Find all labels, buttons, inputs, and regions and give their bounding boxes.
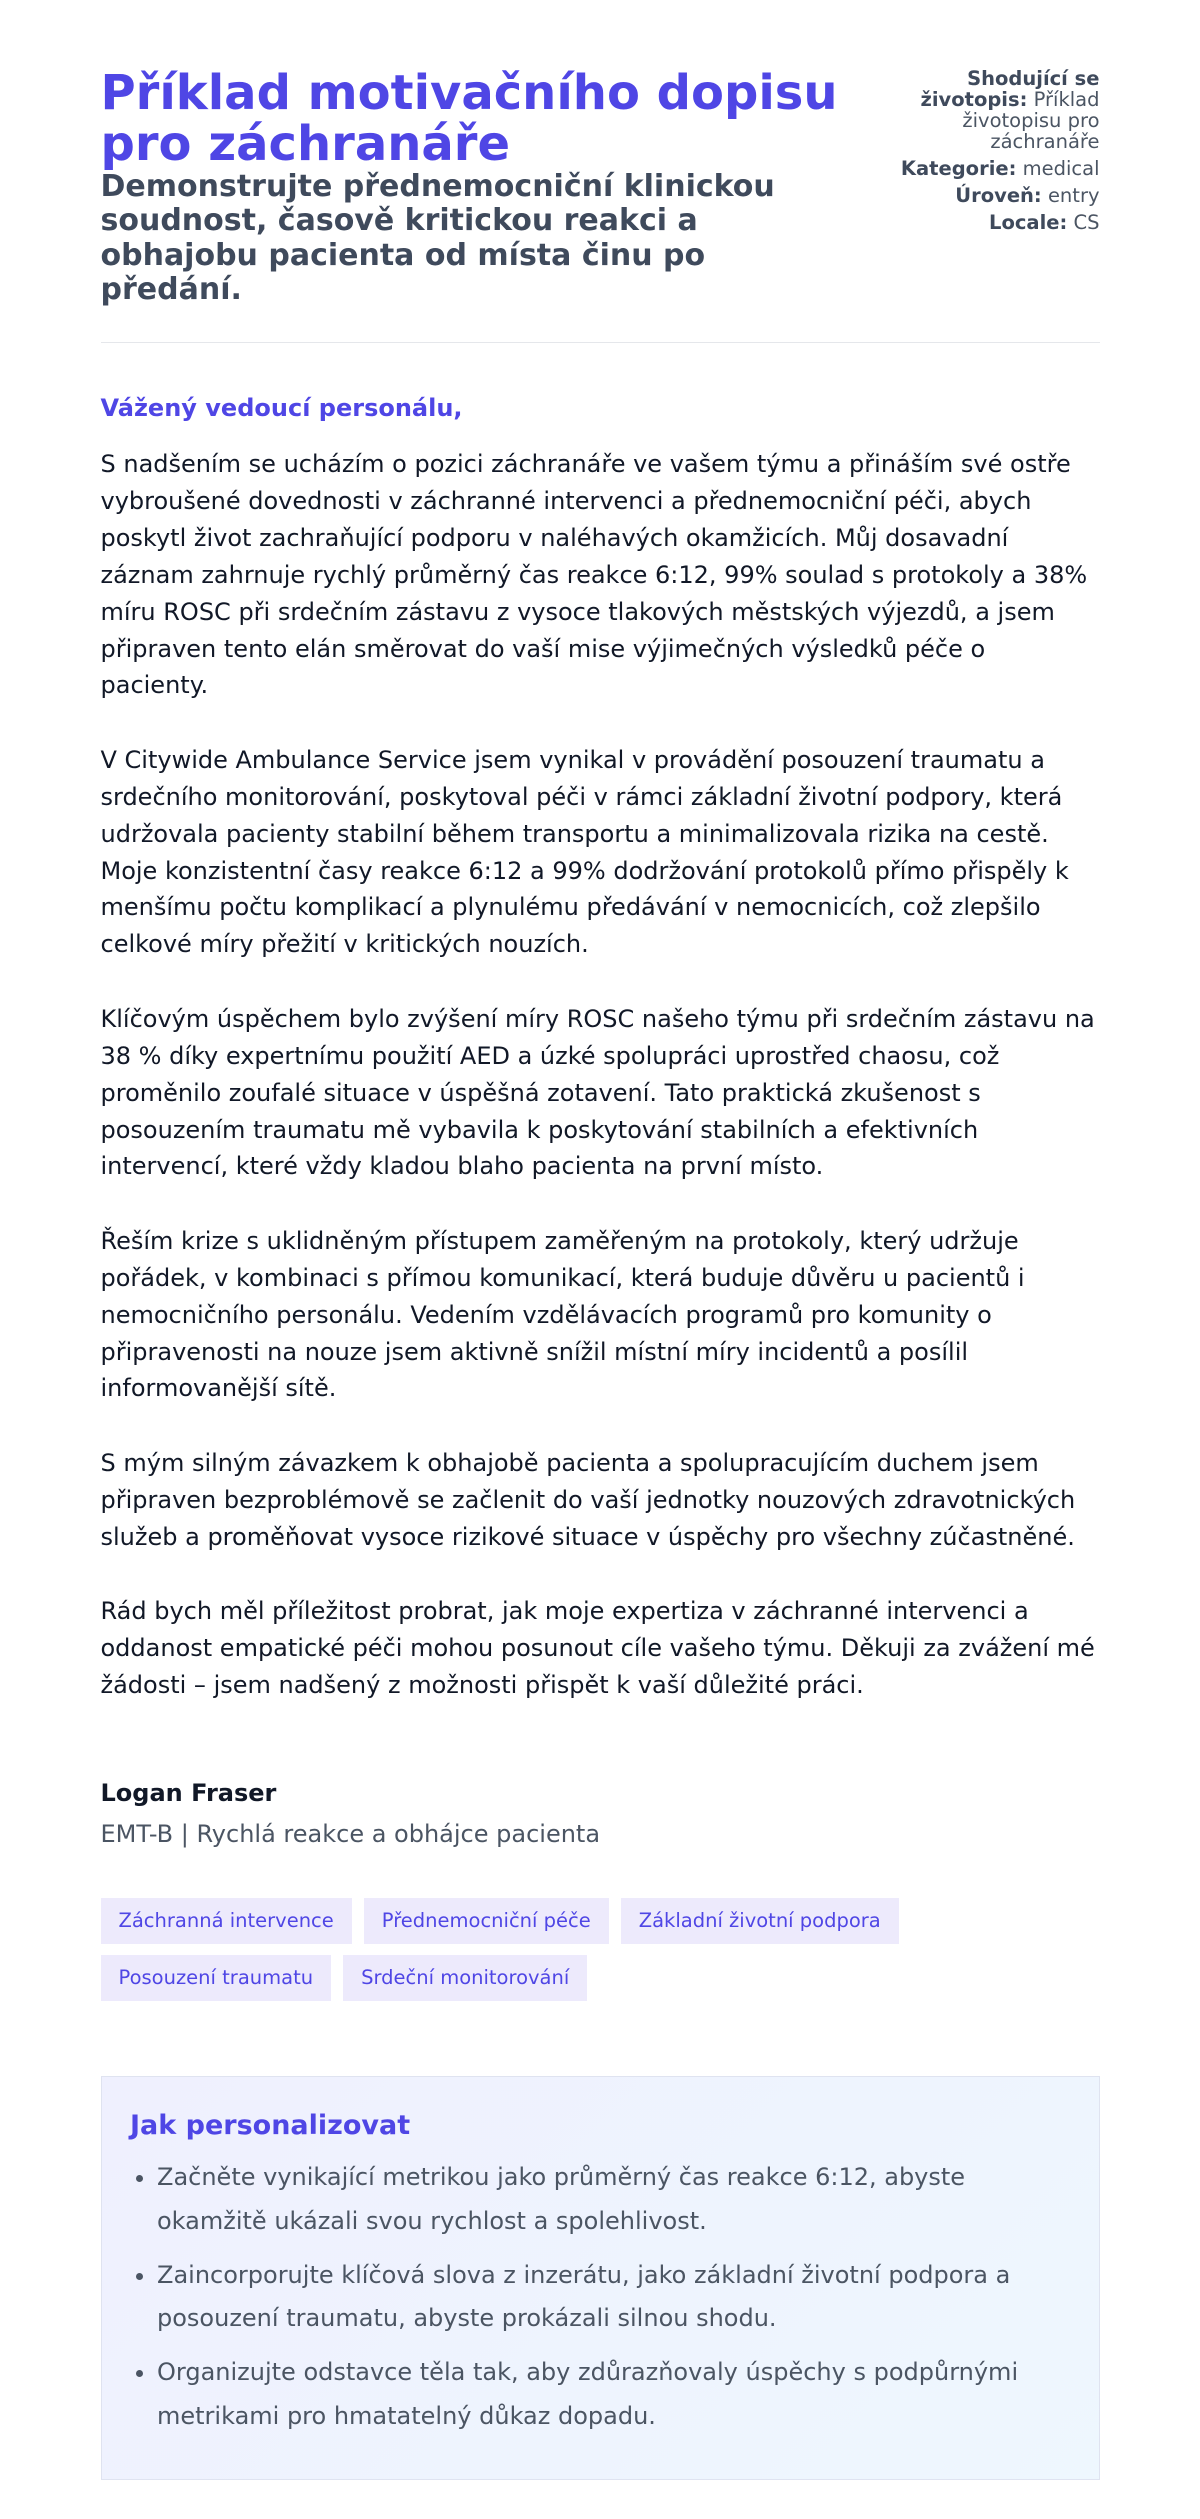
letter-paragraph: Rád bych měl příležitost probrat, jak moje expertiza v záchranné intervenci a oddanost empatické péči mohou posunout cíle vašeho týmu. Děkuji za zvážení mé žádosti – jsem nadšený z možnosti přispět k vaší důležité práci. xyxy=(100,1597,1095,1699)
meta-label: Shodující se životopis: xyxy=(920,66,1100,111)
meta-info xyxy=(897,68,1100,239)
tip-item: • Začněte vynikající metrikou jako průměrný čas reakce 6:12, abyste okamžitě ukázali svou rychlost a spolehlivost. xyxy=(157,2156,1069,2243)
meta-level xyxy=(897,185,1100,206)
tips-list xyxy=(130,2156,1069,2438)
meta-label: Kategorie: xyxy=(900,156,1017,180)
meta-value: CS xyxy=(1073,210,1100,234)
letter-paragraph: Klíčovým úspěchem bylo zvýšení míry ROSC našeho týmu při srdečním zástavu na 38 % díky expertnímu použití AED a úzké spolupráci uprostřed chaosu, což proměnilo zoufalé situace v úspěšná zotavení. Tato praktická zkušenost s posouzením traumatu mě vybavila k poskytování stabilních a efektivních intervencí, které vždy kladou blaho pacienta na první místo. xyxy=(100,1004,1095,1181)
skill-tag: Posouzení traumatu xyxy=(101,1955,332,2002)
letter-paragraph: S mým silným závazkem k obhajobě pacienta a spolupracujícím duchem jsem připraven bezproblémově se začlenit do vaší jednotky nouzových zdravotnických služeb a proměňovat vysoce rizikové situace v úspěchy pro všechny zúčastněné. xyxy=(100,1448,1076,1551)
letter-body xyxy=(101,394,1100,1848)
meta-locale xyxy=(897,212,1100,233)
letter-paragraph: S nadšením se ucházím o pozici záchranáře ve vašem týmu a přináším své ostře vybroušené dovednosti v záchranné intervenci a přednemocniční péči, abych poskytl život zachraňující podporu v naléhavých okamžicích. Můj dosavadní záznam zahrnuje rychlý průměrný čas reakce 6:12, 99% soulad s protokoly a 38% míru ROSC při srdečním zástavu z vysoce tlakových městských výjezdů, a jsem připraven tento elán směrovat do vaší mise výjimečných výsledků péče o pacienty. xyxy=(100,450,1088,700)
header xyxy=(100,64,1100,344)
salutation: Vážený vedoucí personálu, xyxy=(100,394,463,422)
page-title: Příklad motivačního dopisu pro záchranáře xyxy=(100,64,838,172)
letter-paragraph: Řeším krize s uklidněným přístupem zaměřeným na protokoly, který udržuje pořádek, v kombinaci s přímou komunikací, která buduje důvěru u pacientů i nemocničního personálu. Vedením vzdělávacích programů pro komunity o připravenosti na nouze jsem aktivně snížil místní míry incidentů a posílil informovanější sítě. xyxy=(100,1226,1025,1403)
meta-label: Locale: xyxy=(989,210,1068,234)
skill-tag: Přednemocniční péče xyxy=(364,1898,609,1945)
signature-title: EMT-B | Rychlá reakce a obhájce pacienta xyxy=(100,1820,601,1849)
tips-heading: Jak personalizovat xyxy=(130,2110,411,2142)
meta-value: medical xyxy=(1022,156,1100,180)
meta-category xyxy=(897,158,1100,179)
letter-paragraph: V Citywide Ambulance Service jsem vynikal v provádění posouzení traumatu a srdečního monitorování, poskytoval péči v rámci základní životní podpory, která udržovala pacienty stabilní během transportu a minimalizovala rizika na cestě. Moje konzistentní časy reakce 6:12 a 99% dodržování protokolů přímo přispěly k menšímu počtu komplikací a plynulému předávání v nemocnicích, což zlepšilo celkové míry přežití v kritických nouzích. xyxy=(100,745,1069,959)
skill-tag: Základní životní podpora xyxy=(621,1898,899,1945)
skill-tag: Záchranná intervence xyxy=(101,1898,352,1945)
tip-item: • Zaincorporujte klíčová slova z inzerátu, jako základní životní podpora a posouzení traumatu, abyste prokázali silnou shodu. xyxy=(157,2254,1069,2341)
skill-tags xyxy=(101,1898,1061,2002)
personalize-tips-box xyxy=(101,2076,1100,2480)
meta-value: entry xyxy=(1047,183,1100,207)
tip-item: • Organizujte odstavce těla tak, aby zdůrazňovaly úspěchy s podpůrnými metrikami pro hmatatelný důkaz dopadu. xyxy=(157,2351,1069,2438)
meta-value: Příklad životopisu pro záchranáře xyxy=(962,87,1100,153)
meta-label: Úroveň: xyxy=(955,183,1042,207)
meta-matching-resume xyxy=(897,68,1100,152)
skill-tag: Srdeční monitorování xyxy=(343,1955,587,2002)
page-subtitle: Demonstrujte přednemocniční klinickou soudnost, časově kritickou reakci a obhajobu pacienta od místa činu po předání. xyxy=(100,168,775,307)
title-block xyxy=(100,64,851,308)
signature-name: Logan Fraser xyxy=(100,1778,277,1807)
